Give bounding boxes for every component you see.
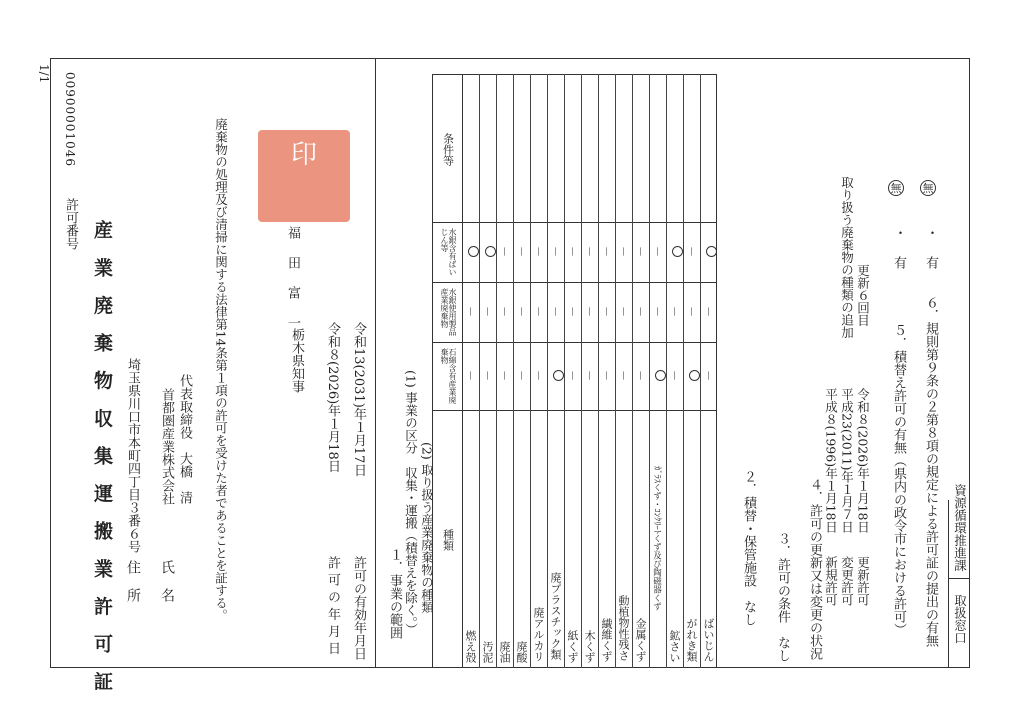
table-column-divider [649, 74, 650, 668]
circle-mark-icon [672, 246, 683, 257]
table-cell-mark: － [634, 306, 647, 317]
table-cell-mark [550, 370, 566, 381]
section6-yes: 有 [923, 256, 938, 269]
section4-title: ４．許可の更新又は変更の状況 [807, 478, 822, 660]
circle-mark-icon [485, 246, 496, 257]
table-cell-mark: － [600, 306, 613, 317]
table-header-cell: 水銀含有ばいじん等 [440, 228, 457, 276]
renew-permit-note: 更新６回目 [855, 264, 871, 327]
table-cell-mark: － [702, 306, 715, 317]
table-cell-mark: － [532, 246, 545, 257]
name-label: 氏 名 [159, 560, 175, 602]
table-cell-mark: － [498, 246, 511, 257]
section5-no [888, 180, 904, 196]
section5-yes: 有 [891, 256, 906, 269]
section1-sub1: (1) 事業の区分 収集・運搬（積替えを除く。） [403, 370, 419, 636]
table-cell-mark [465, 246, 481, 257]
table-cell-mark: － [515, 246, 528, 257]
table-cell-mark: － [549, 246, 562, 257]
table-band-divider [432, 222, 717, 223]
table-cell-mark: － [685, 246, 698, 257]
table-cell-type: 廃油 [498, 641, 511, 663]
circle-mark-icon [706, 246, 717, 257]
table-cell-mark: － [583, 246, 596, 257]
section6-text: ６．規則第９条の２第８項の規定による許可証の提出の有無 [923, 296, 938, 647]
table-cell-type: 紙くず [566, 629, 579, 663]
table-cell-type: 木くず [583, 629, 596, 663]
table-cell-type: 鉱さい [668, 629, 681, 663]
circle-mark-icon [553, 370, 564, 381]
section5-dot: ・ [891, 226, 906, 239]
address-label: 住 所 [125, 560, 141, 602]
office-box-split [948, 578, 970, 579]
permit-number: 00900001046 [63, 72, 77, 167]
change-permit-date: 平成23(2011)年１月７日 [839, 388, 855, 533]
table-cell-mark: － [617, 246, 630, 257]
table-column-divider [479, 74, 480, 668]
table-header-cell: 水銀使用製品産業廃棄物 [440, 288, 457, 336]
table-cell-mark [482, 246, 498, 257]
section-divider [375, 58, 376, 668]
table-column-divider [547, 74, 548, 668]
table-column-divider [615, 74, 616, 668]
section5-text: ５．積替え許可の有無（県内の政令市における許可） [891, 324, 906, 636]
table-cell-mark: － [532, 370, 545, 381]
change-permit-label: 変更許可 [839, 556, 855, 606]
table-column-divider [581, 74, 582, 668]
table-cell-type: ｶﾞﾗｽくず・ｺﾝｸﾘｰﾄくず及び陶磁器くず [651, 466, 662, 611]
table-cell-mark: － [464, 370, 477, 381]
table-cell-type: 燃え殻 [464, 629, 477, 663]
table-column-divider [632, 74, 633, 668]
section6-dot: ・ [923, 226, 938, 239]
page-title: 産 業 廃 棄 物 収 集 運 搬 業 許 可 証 [91, 220, 113, 697]
table-column-divider [496, 74, 497, 668]
table-cell-type: 動植物性残さ [617, 595, 630, 661]
table-cell-mark: － [583, 306, 596, 317]
table-cell-mark: － [702, 370, 715, 381]
table-cell-mark: － [634, 246, 647, 257]
table-band-divider [432, 282, 717, 283]
change-permit-note: 取り扱う廃棄物の種類の追加 [839, 176, 855, 339]
table-cell-mark [669, 246, 685, 257]
table-cell-mark: － [515, 306, 528, 317]
section5-no-circle: 無 [888, 180, 904, 196]
official-seal: 印 [258, 130, 350, 222]
table-cell-type: 廃アルカリ [532, 606, 545, 662]
table-cell-mark: － [464, 306, 477, 317]
table-cell-mark: － [651, 246, 664, 257]
table-cell-mark: － [685, 306, 698, 317]
table-cell-mark: － [583, 370, 596, 381]
office-label: 取扱窓口 [952, 594, 968, 644]
table-cell-type: 汚泥 [481, 641, 494, 663]
permit-date: 令和８(2026)年１月18日 [325, 322, 340, 473]
table-cell-mark: － [668, 306, 681, 317]
renew-permit-label: 更新許可 [855, 556, 871, 606]
table-cell-type: 廃プラスチック類 [549, 572, 562, 660]
table-cell-mark: － [617, 306, 630, 317]
table-cell-mark: － [532, 306, 545, 317]
validity-label: 許可の有効年月日 [351, 556, 366, 660]
section1-title: １．事業の範囲 [387, 548, 402, 639]
office-value: 資源循環推進課 [952, 484, 968, 572]
table-cell-mark: － [566, 306, 579, 317]
circle-mark-icon [689, 370, 700, 381]
validity-date: 令和13(2031)年１月17日 [351, 322, 366, 477]
section6-no [920, 180, 936, 196]
issuer-name: 福 田 富 一 [285, 226, 300, 331]
table-cell-mark: － [668, 370, 681, 381]
issuer-title: 栃木県知事 [289, 328, 304, 393]
new-permit-date: 平成８(1996)年１月18日 [823, 388, 839, 533]
table-cell-mark: － [600, 370, 613, 381]
table-cell-mark: － [515, 370, 528, 381]
table-column-divider [598, 74, 599, 668]
table-cell-type: ばいじん [702, 618, 715, 662]
circle-mark-icon [468, 246, 479, 257]
table-cell-mark: － [651, 306, 664, 317]
table-cell-mark: － [498, 306, 511, 317]
section2: ２．積替・保管施設 なし [741, 470, 756, 626]
table-cell-type: がれき類 [685, 618, 698, 662]
certification-text: 廃棄物の処理及び清掃に関する法律第14条第１項の許可を受けた者であることを証する。 [213, 118, 229, 622]
table-column-divider [683, 74, 684, 668]
table-cell-mark [686, 370, 702, 381]
table-cell-mark: － [566, 370, 579, 381]
table-column-divider [513, 74, 514, 668]
table-cell-mark [652, 370, 668, 381]
table-cell-mark: － [617, 370, 630, 381]
table-cell-type: 金属くず [634, 618, 647, 662]
section1-sub2: (2) 取り扱う産業廃棄物の種類 [419, 442, 435, 614]
table-header-cell: 石綿含有産業廃棄物 [440, 348, 457, 404]
table-header-divider [462, 74, 463, 668]
table-band-divider [432, 342, 717, 343]
new-permit-label: 新規許可 [823, 556, 839, 606]
company-name: 首都圏産業株式会社 [159, 388, 174, 505]
table-cell-mark: － [600, 246, 613, 257]
address-value: 埼玉県川口市本町四丁目３番６号 [125, 358, 140, 553]
table-header-cell: 条件等 [441, 132, 455, 166]
table-cell-mark [703, 246, 719, 257]
circle-mark-icon [655, 370, 666, 381]
permit-date-label: 許 可 の 年 月 日 [325, 556, 340, 655]
renew-permit-date: 令和８(2026)年１月18日 [855, 388, 871, 533]
page-indicator: 1/1 [37, 64, 51, 84]
table-column-divider [530, 74, 531, 668]
permit-number-label: 許可番号 [63, 198, 78, 250]
table-header-cell: 種類 [441, 529, 455, 551]
table-cell-mark: － [481, 306, 494, 317]
table-cell-type: 廃酸 [515, 641, 528, 663]
table-cell-mark: － [634, 370, 647, 381]
table-cell-type: 繊維くず [600, 618, 613, 662]
table-cell-mark: － [498, 370, 511, 381]
table-cell-mark: － [549, 306, 562, 317]
table-cell-mark: － [566, 246, 579, 257]
section3: ３．許可の条件 なし [775, 532, 790, 662]
representative: 代表取締役 大橋 清 [177, 374, 192, 504]
section6-no-circle: 無 [920, 180, 936, 196]
table-cell-mark: － [481, 370, 494, 381]
table-band-divider [432, 410, 717, 411]
